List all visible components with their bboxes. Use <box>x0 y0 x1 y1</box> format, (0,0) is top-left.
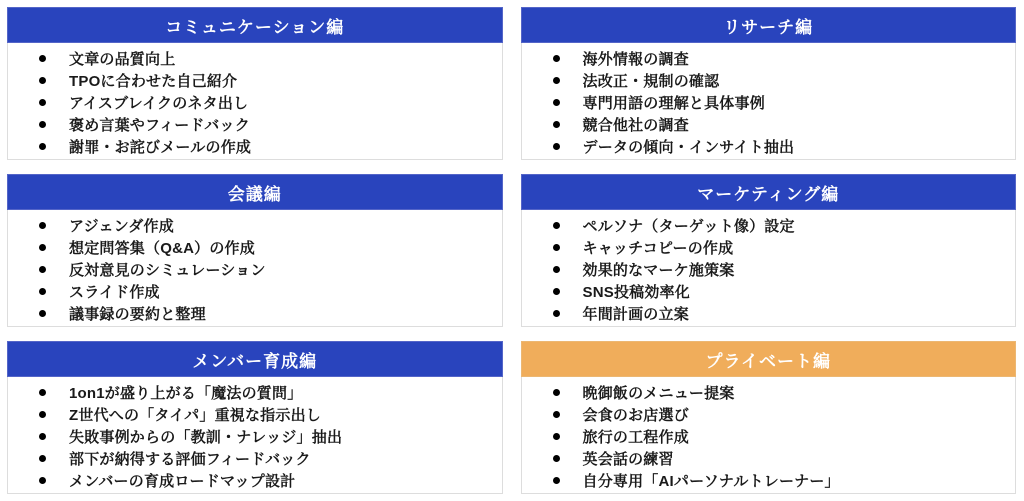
bullet-icon <box>39 77 46 84</box>
list-item <box>522 280 1010 302</box>
list-item <box>522 69 1010 91</box>
list-item <box>522 113 1010 135</box>
list-item <box>8 236 496 258</box>
panel-marketing-title: マーケティング編 <box>697 184 840 204</box>
bullet-icon <box>553 99 560 106</box>
panel-communication-title: コミュニケーション編 <box>165 17 345 37</box>
list-item <box>8 113 496 135</box>
bullet-icon <box>39 455 46 462</box>
bullet-icon <box>553 121 560 128</box>
bullet-icon <box>553 77 560 84</box>
list-item <box>8 302 496 324</box>
list-item <box>8 69 496 91</box>
bullet-icon <box>553 55 560 62</box>
panel-marketing <box>521 174 1017 325</box>
bullet-icon <box>39 143 46 150</box>
bullet-icon <box>553 455 560 462</box>
bullet-icon <box>553 266 560 273</box>
bullet-icon <box>39 411 46 418</box>
list-item-text: メンバーの育成ロードマップ設計 <box>69 472 296 490</box>
list-item-text: 1on1が盛り上がる「魔法の質問」 <box>69 384 303 402</box>
panel-private-title: プライベート編 <box>705 351 831 371</box>
list-item-text: 海外情報の調査 <box>582 50 689 68</box>
list-item <box>8 447 496 469</box>
list-item <box>522 258 1010 280</box>
bullet-icon <box>39 389 46 396</box>
panel-communication-header <box>7 7 503 43</box>
list-item <box>8 258 496 280</box>
list-item <box>8 403 496 425</box>
list-item <box>522 425 1010 447</box>
bullet-icon <box>553 477 560 484</box>
list-item <box>8 214 496 236</box>
bullet-icon <box>553 310 560 317</box>
list-item <box>522 236 1010 258</box>
panel-member-development-header <box>7 341 503 377</box>
panel-research <box>521 7 1017 158</box>
list-item-text: Z世代への「タイパ」重視な指示出し <box>69 406 321 424</box>
panel-member-development-title: メンバー育成編 <box>192 351 318 371</box>
list-item <box>8 135 496 157</box>
list-item <box>8 280 496 302</box>
bullet-icon <box>39 55 46 62</box>
bullet-icon <box>39 310 46 317</box>
list-item-text: アイスブレイクのネタ出し <box>69 94 249 112</box>
bullet-icon <box>553 143 560 150</box>
list-item-text: 部下が納得する評価フィードバック <box>69 450 311 468</box>
list-item-text: アジェンダ作成 <box>69 217 174 235</box>
list-item-text: 英会話の練習 <box>582 450 674 468</box>
list-item-text: スライド作成 <box>69 283 160 301</box>
list-item-text: 効果的なマーケ施策案 <box>582 261 735 279</box>
list-item-text: 想定問答集（Q&A）の作成 <box>69 239 255 257</box>
list-item-text: 自分専用「AIパーソナルトレーナー」 <box>582 472 840 490</box>
panel-member-development-body <box>7 377 503 494</box>
panel-marketing-header <box>521 174 1017 210</box>
panel-private-header <box>521 341 1017 377</box>
list-item <box>522 447 1010 469</box>
panel-meeting-body <box>7 210 503 327</box>
list-item <box>8 47 496 69</box>
list-item <box>8 469 496 491</box>
list-item-text: 反対意見のシミュレーション <box>69 261 266 279</box>
bullet-icon <box>39 266 46 273</box>
panel-communication-body <box>7 43 503 160</box>
list-item <box>8 425 496 447</box>
bullet-icon <box>39 99 46 106</box>
bullet-icon <box>39 244 46 251</box>
list-item-text: 専門用語の理解と具体事例 <box>582 94 765 112</box>
bullet-icon <box>553 433 560 440</box>
list-item <box>522 214 1010 236</box>
panel-meeting <box>7 174 503 325</box>
bullet-icon <box>553 288 560 295</box>
bullet-icon <box>39 477 46 484</box>
bullet-icon <box>553 222 560 229</box>
list-item <box>522 47 1010 69</box>
list-item <box>522 381 1010 403</box>
panel-marketing-body <box>521 210 1017 327</box>
list-item-text: 失敗事例からの「教訓・ナレッジ」抽出 <box>69 428 343 446</box>
list-item-text: 旅行の工程作成 <box>582 428 689 446</box>
panel-private <box>521 341 1017 492</box>
bullet-icon <box>553 244 560 251</box>
panel-member-development <box>7 341 503 492</box>
list-item-text: 年間計画の立案 <box>582 305 689 323</box>
list-item <box>522 91 1010 113</box>
bullet-icon <box>39 288 46 295</box>
list-item <box>522 302 1010 324</box>
panel-research-body <box>521 43 1017 160</box>
panel-research-header <box>521 7 1017 43</box>
list-item <box>522 469 1010 491</box>
list-item-text: 競合他社の調査 <box>582 116 689 134</box>
panel-meeting-header <box>7 174 503 210</box>
list-item-text: 会食のお店選び <box>582 406 689 424</box>
list-item <box>522 135 1010 157</box>
list-item-text: 文章の品質向上 <box>69 50 176 68</box>
panel-research-title: リサーチ編 <box>723 17 814 37</box>
list-item-text: 議事録の要約と整理 <box>69 305 206 323</box>
list-item-text: 晩御飯のメニュー提案 <box>582 384 735 402</box>
bullet-icon <box>39 222 46 229</box>
bullet-icon <box>39 121 46 128</box>
list-item <box>522 403 1010 425</box>
panel-communication <box>7 7 503 158</box>
list-item <box>8 91 496 113</box>
list-item-text: 謝罪・お詫びメールの作成 <box>69 138 252 156</box>
list-item-text: キャッチコピーの作成 <box>582 239 734 257</box>
list-item-text: 法改正・規制の確認 <box>582 72 720 90</box>
list-item-text: ペルソナ（ターゲット像）設定 <box>582 217 795 235</box>
list-item-text: TPOに合わせた自己紹介 <box>69 72 238 90</box>
list-item <box>8 381 496 403</box>
panel-meeting-title: 会議編 <box>227 184 282 204</box>
bullet-icon <box>553 411 560 418</box>
bullet-icon <box>553 389 560 396</box>
bullet-icon <box>39 433 46 440</box>
list-item-text: SNS投稿効率化 <box>582 283 690 301</box>
list-item-text: データの傾向・インサイト抽出 <box>582 138 795 156</box>
list-item-text: 褒め言葉やフィードバック <box>69 116 250 134</box>
panel-private-body <box>521 377 1017 494</box>
